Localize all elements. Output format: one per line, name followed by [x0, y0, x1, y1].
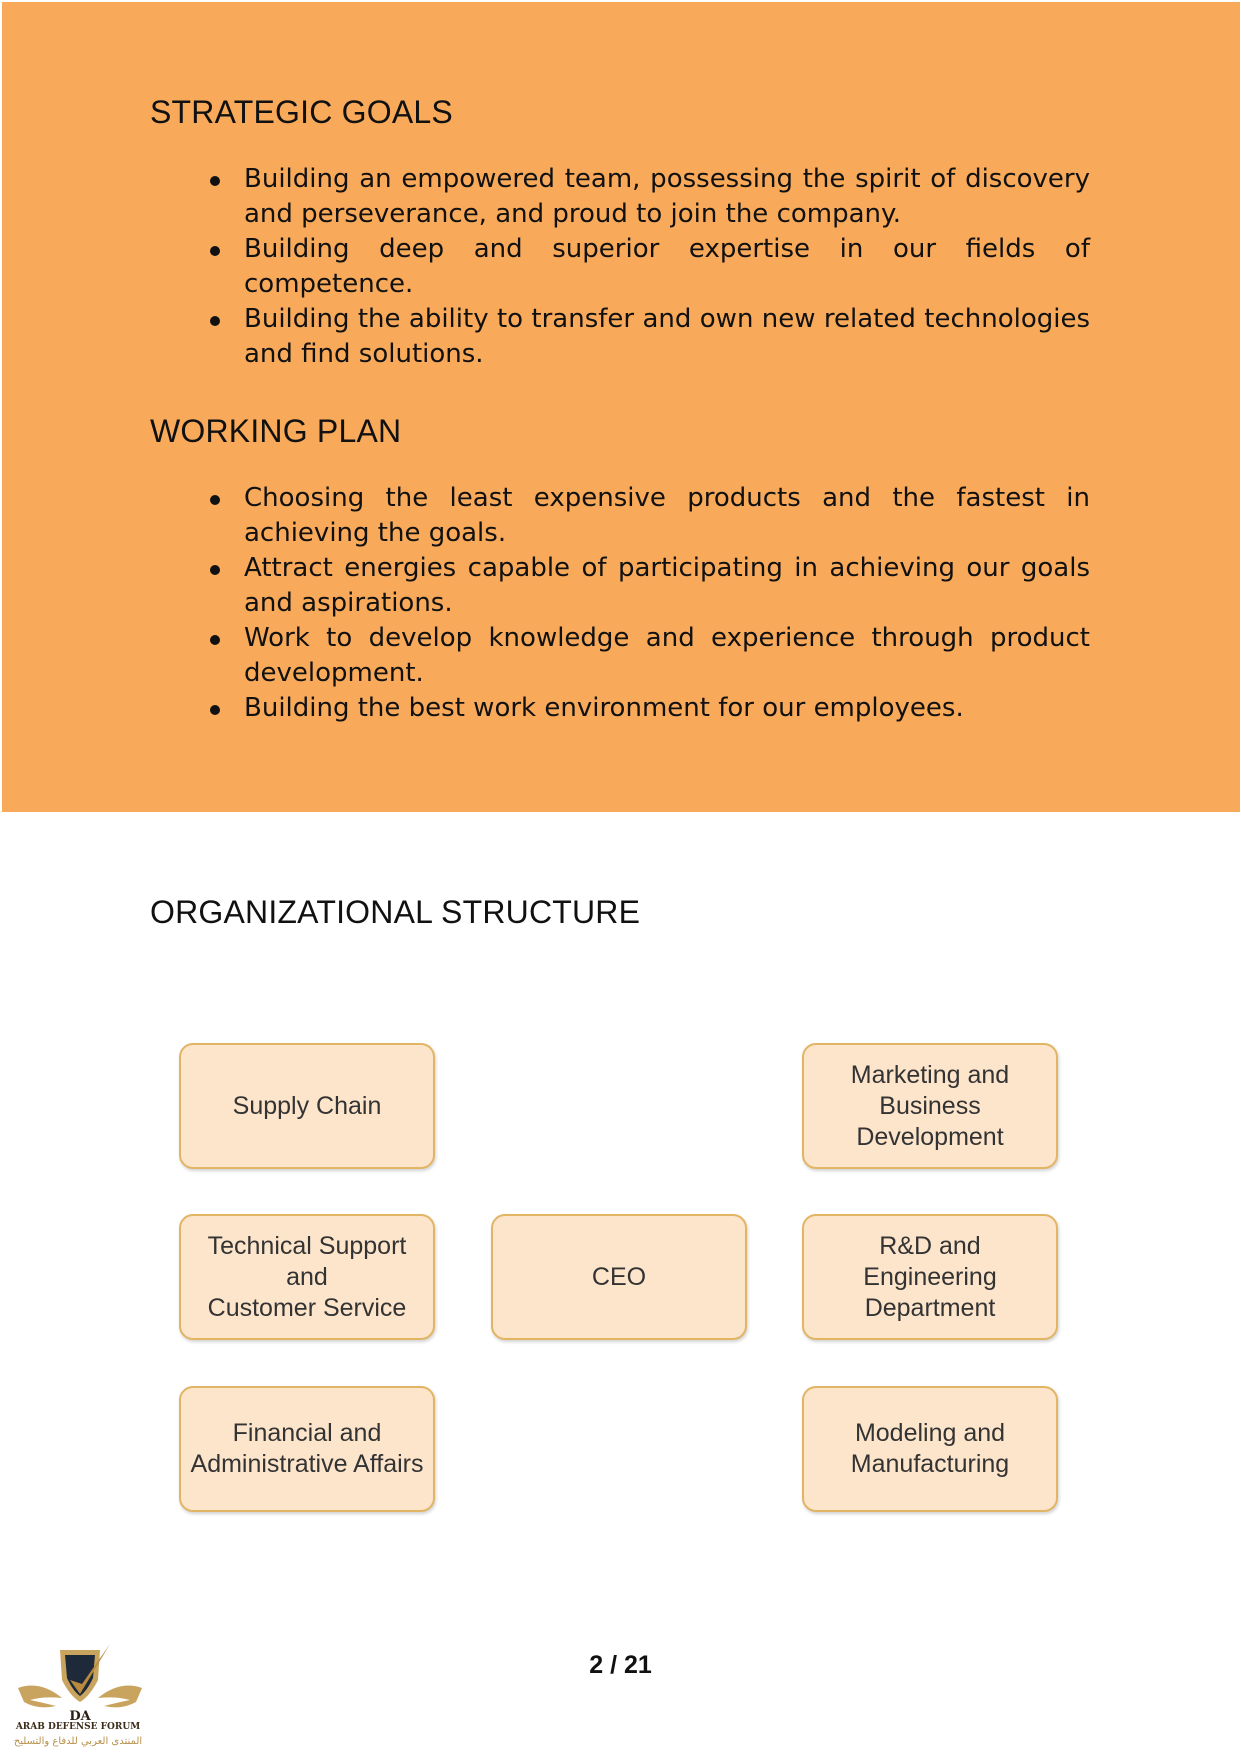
list-item: Attract energies capable of participating in achieving our goals and aspirations.: [210, 551, 1090, 621]
org-unit-supply-chain: Supply Chain: [179, 1043, 435, 1169]
org-unit-ceo: CEO: [491, 1214, 747, 1340]
org-unit-modeling: Modeling and Manufacturing: [802, 1386, 1058, 1512]
org-unit-marketing: Marketing and Business Development: [802, 1043, 1058, 1169]
logo-arabic-text: المنتدى العربي للدفاع والتسليح: [13, 1736, 143, 1747]
strategic-goals-heading: STRATEGIC GOALS: [150, 94, 453, 130]
org-unit-technical-support: Technical Support and Customer Service: [179, 1214, 435, 1340]
list-item: Building deep and superior expertise in our fields of competence.: [210, 232, 1090, 302]
list-item: Choosing the least expensive products and the fastest in achieving the goals.: [210, 481, 1090, 551]
list-item: Building an empowered team, possessing the spirit of discovery and perseverance, and proud to join the company.: [210, 162, 1090, 232]
logo-english-text: ARAB DEFENSE FORUM: [15, 1722, 141, 1732]
strategic-goals-list: [210, 162, 1090, 372]
working-plan-list: [210, 481, 1090, 726]
list-item: Building the ability to transfer and own new related technologies and find solutions.: [210, 302, 1090, 372]
org-unit-financial: Financial and Administrative Affairs: [179, 1386, 435, 1512]
org-structure-heading: ORGANIZATIONAL STRUCTURE: [150, 894, 641, 930]
list-item: Building the best work environment for our employees.: [210, 691, 1090, 726]
working-plan-heading: WORKING PLAN: [150, 413, 402, 449]
logo-monogram: DA: [69, 1709, 91, 1724]
org-unit-rnd: R&D and Engineering Department: [802, 1214, 1058, 1340]
arab-defense-forum-logo: [10, 1640, 150, 1750]
list-item: Work to develop knowledge and experience through product development.: [210, 621, 1090, 691]
page-number: 2 / 21: [589, 1651, 652, 1679]
